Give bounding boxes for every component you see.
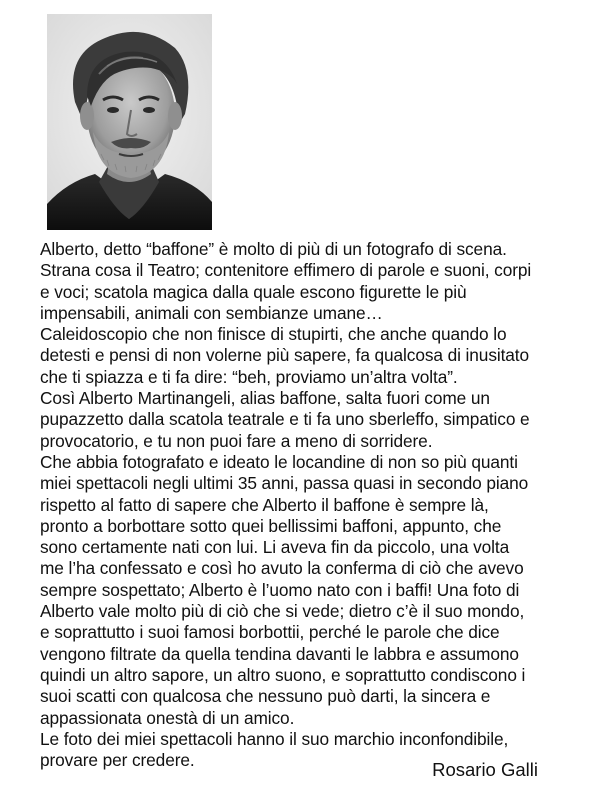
article-line: quindi un altro sapore, un altro suono, e soprattutto condiscono i [40, 664, 526, 685]
article-line: sono certamente nati con lui. Li aveva fin da piccolo, una volta [40, 537, 510, 558]
portrait-image [47, 14, 212, 230]
portrait-photo [47, 14, 212, 230]
article-line: e soprattutto i suoi famosi borbottii, perché le parole che dice [40, 622, 500, 643]
article-body [40, 239, 596, 771]
article-line: impensabili, animali con sembianze umane… [40, 302, 383, 323]
article-line: Così Alberto Martinangeli, alias baffone, salta fuori come un [40, 388, 490, 409]
article-line: provocatorio, e tu non puoi fare a meno di sorridere. [40, 430, 433, 451]
article-line: vengono filtrate da quella tendina davanti le labbra e assumono [40, 643, 519, 664]
article-line: pronto a borbottare sotto quei bellissimi baffoni, appunto, che [40, 515, 502, 536]
article-line: me l’ha confessato e così ho avuto la conferma di ciò che avevo [40, 558, 524, 579]
article-line: e voci; scatola magica dalla quale escono figurette le più [40, 281, 467, 302]
article-line: suoi scatti con qualcosa che nessuno può darti, la sincera e [40, 686, 491, 707]
article-line: detesti e pensi di non volerne più sapere, fa qualcosa di inusitato [40, 345, 530, 366]
author-signature: Rosario Galli [432, 759, 538, 780]
article-line: rispetto al fatto di sapere che Alberto il baffone è sempre là, [40, 494, 489, 515]
article-line: Alberto, detto “baffone” è molto di più di un fotografo di scena. [40, 239, 507, 259]
article-line: pupazzetto dalla scatola teatrale e ti fa uno sberleffo, simpatico e [40, 409, 530, 430]
article-line: Alberto vale molto più di ciò che si vede; dietro c’è il suo mondo, [40, 601, 525, 622]
article-line: che ti spiazza e ti fa dire: “beh, proviamo un’altra volta”. [40, 366, 458, 387]
article-line: miei spettacoli negli ultimi 35 anni, passa quasi in secondo piano [40, 473, 529, 494]
article-line: Che abbia fotografato e ideato le locandine di non so più quanti [40, 451, 518, 472]
article-line: sempre sospettato; Alberto è l’uomo nato con i baffi! Una foto di [40, 579, 520, 600]
article-line: Le foto dei miei spettacoli hanno il suo marchio inconfondibile, [40, 728, 509, 749]
article-line: Strana cosa il Teatro; contenitore effimero di parole e suoni, corpi [40, 260, 532, 281]
article-line: Caleidoscopio che non finisce di stupirti, che anche quando lo [40, 324, 507, 345]
article-line: provare per credere. [40, 750, 195, 771]
article-line: appassionata onestà di un amico. [40, 707, 295, 728]
